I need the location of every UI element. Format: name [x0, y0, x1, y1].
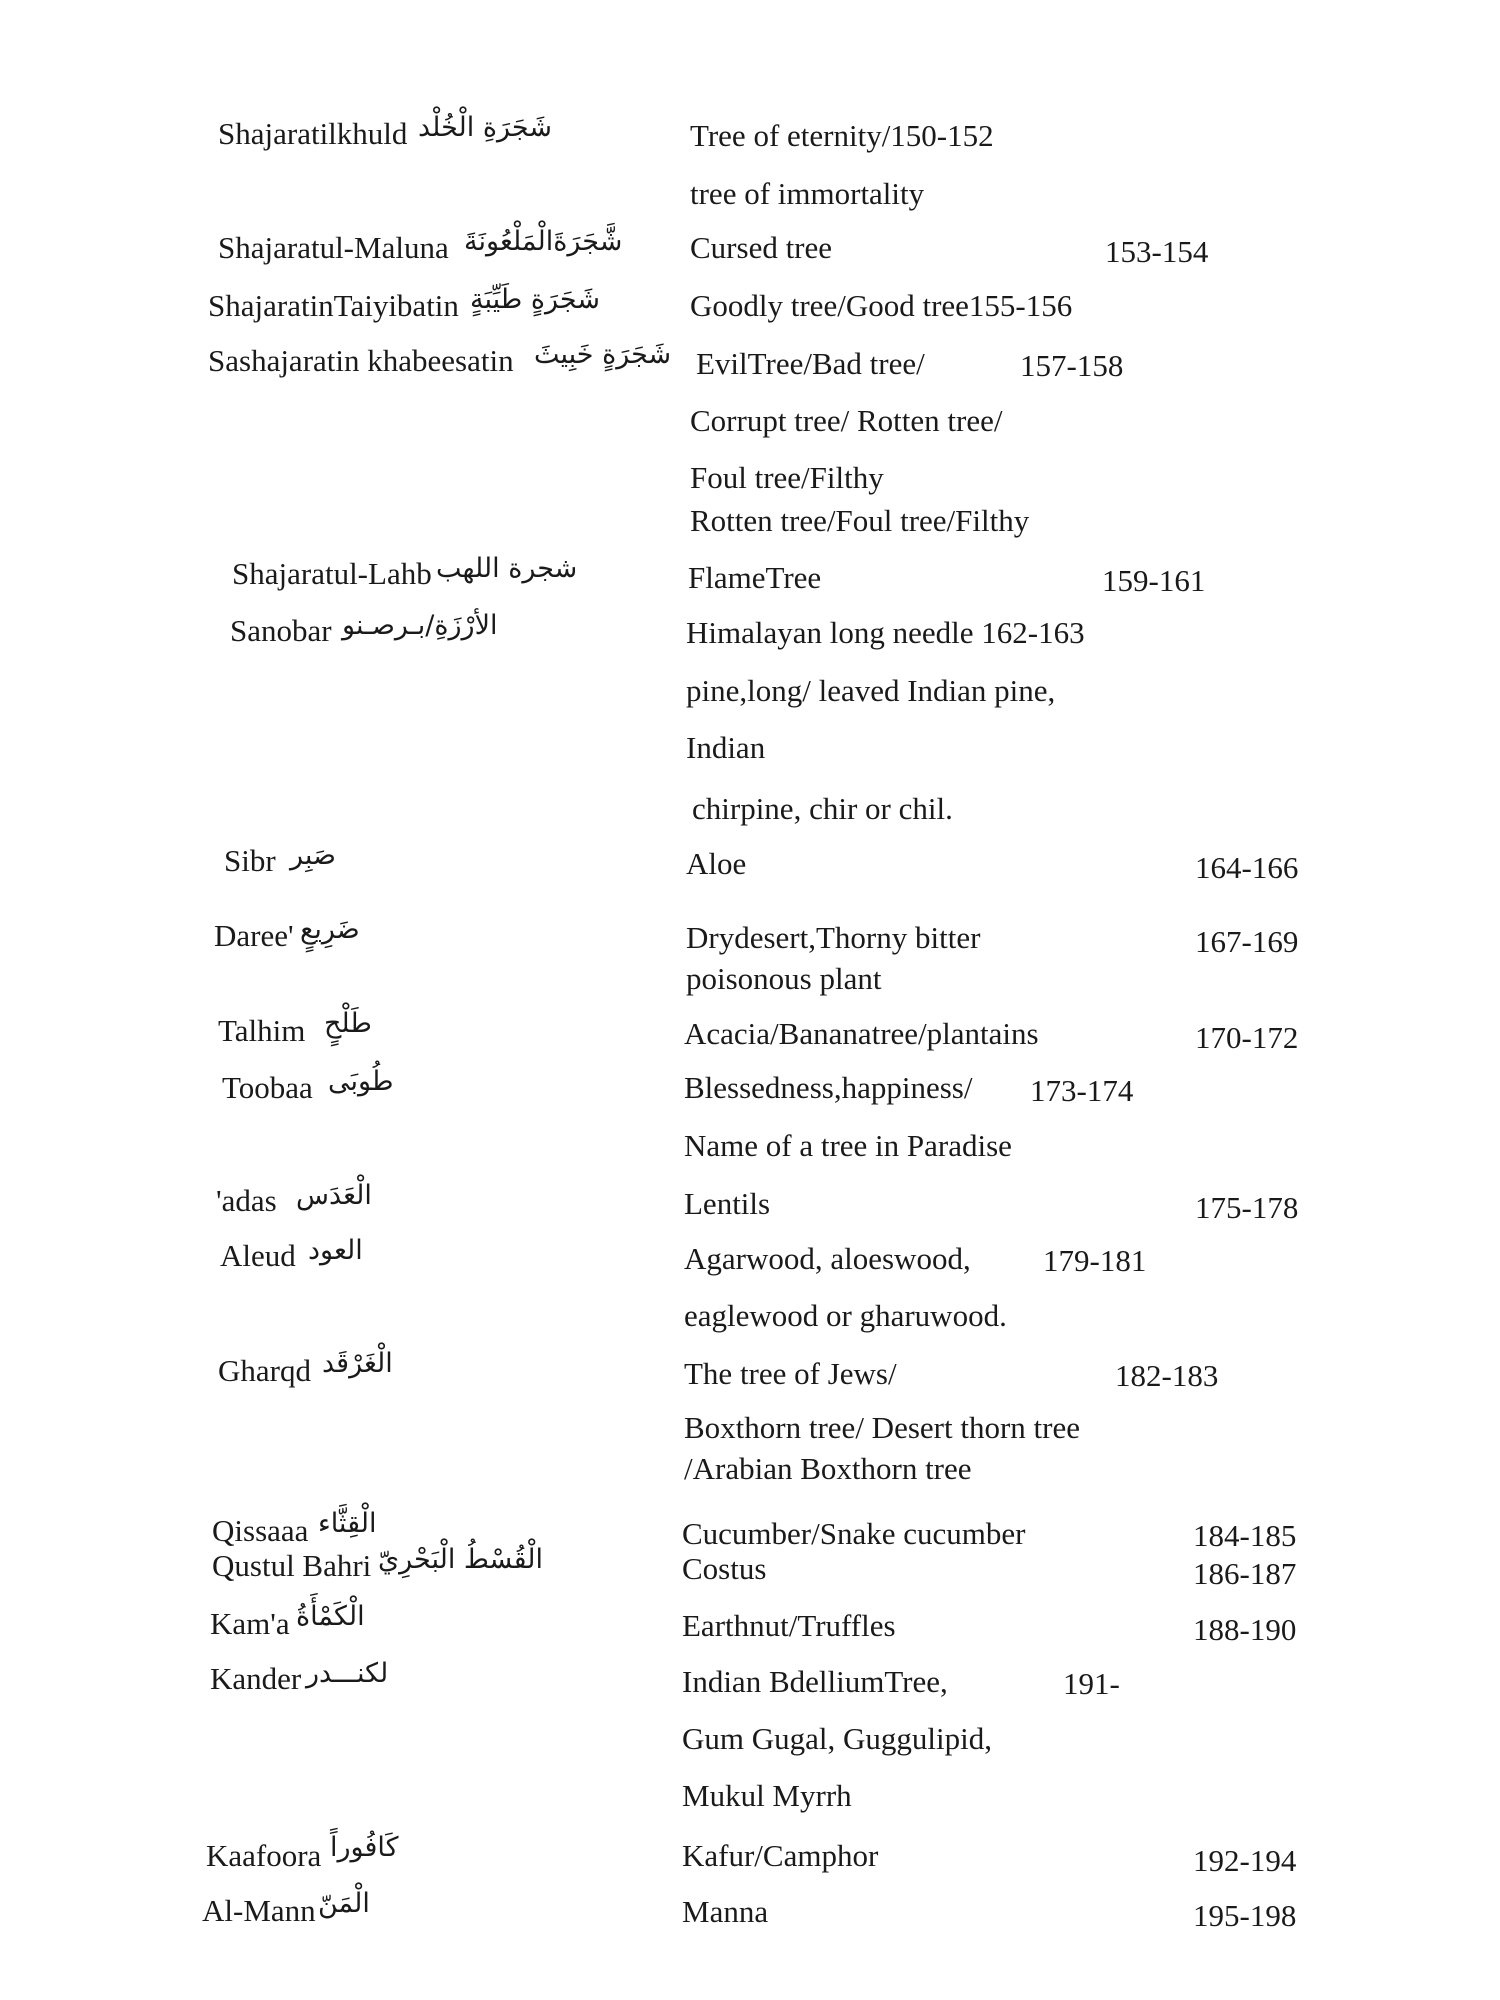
- entry-meaning: Aloe: [686, 846, 747, 881]
- entry-arabic: طَلْحٍ: [324, 1008, 372, 1039]
- entry-term: Shajaratilkhuld: [218, 116, 408, 151]
- entry-meaning: Name of a tree in Paradise: [684, 1128, 1012, 1163]
- entry-term: Shajaratul-Lahb: [232, 556, 432, 591]
- entry-term: Toobaa: [222, 1070, 313, 1105]
- entry-term: Kander: [210, 1661, 302, 1696]
- entry-meaning: Kafur/Camphor: [682, 1838, 879, 1873]
- entry-pages: 182-183: [1115, 1358, 1219, 1393]
- entry-meaning: pine,long/ leaved Indian pine,: [686, 673, 1056, 708]
- entry-meaning: Costus: [682, 1551, 767, 1586]
- entry-term: Sanobar: [230, 613, 332, 648]
- entry-pages: 153-154: [1105, 234, 1209, 269]
- entry-arabic: شَّجَرَةَالْمَلْعُونَةَ: [464, 226, 623, 257]
- entry-arabic: الْقُسْطُ الْبَحْرِيّ: [378, 1544, 544, 1575]
- entry-arabic: صَبِر: [290, 840, 336, 871]
- entry-meaning: Drydesert,Thorny bitter: [686, 920, 981, 955]
- entry-term: Qissaaa: [212, 1513, 309, 1548]
- entry-arabic: لكنـــدر: [306, 1658, 389, 1689]
- entry-arabic: طُوبَى: [328, 1066, 394, 1097]
- entry-pages: 175-178: [1195, 1190, 1299, 1225]
- entry-term: Shajaratul-Maluna: [218, 230, 449, 265]
- entry-term: Gharqd: [218, 1353, 311, 1388]
- entry-meaning: Gum Gugal, Guggulipid,: [682, 1721, 992, 1756]
- entry-term: Talhim: [218, 1013, 306, 1048]
- entry-meaning: Corrupt tree/ Rotten tree/: [690, 403, 1003, 438]
- entry-term: Aleud: [220, 1238, 296, 1273]
- entry-term: Al-Mann: [202, 1893, 316, 1928]
- entry-arabic: كَافُوراً: [330, 1832, 399, 1863]
- entry-arabic: الْغَرْقَد: [322, 1348, 393, 1379]
- entry-meaning: Boxthorn tree/ Desert thorn tree: [684, 1410, 1080, 1445]
- entry-term: Kaafoora: [206, 1838, 322, 1873]
- entry-arabic: الْقِثَّاء: [318, 1508, 377, 1539]
- entry-arabic: شَجَرَةٍ خَبِيثَ: [534, 339, 672, 370]
- entry-pages: 164-166: [1195, 850, 1299, 885]
- entry-term: Daree': [214, 918, 294, 953]
- entry-arabic: الْمَنّ: [318, 1888, 370, 1919]
- entry-meaning: Acacia/Bananatree/plantains: [684, 1016, 1039, 1051]
- entry-meaning: Himalayan long needle 162-163: [686, 615, 1085, 650]
- entry-arabic: العود: [308, 1235, 363, 1266]
- entry-pages: 159-161: [1102, 563, 1206, 598]
- entry-meaning: Manna: [682, 1894, 769, 1929]
- entry-meaning: tree of immortality: [690, 176, 925, 211]
- entry-meaning: Agarwood, aloeswood,: [684, 1241, 971, 1276]
- entry-pages: 188-190: [1193, 1612, 1297, 1647]
- entry-arabic: الأرْزَةِ/بـرصـنو: [342, 610, 498, 641]
- entry-meaning: poisonous plant: [686, 961, 882, 996]
- entry-arabic: شَجَرَةِ الْخُلْد: [418, 112, 552, 143]
- entry-meaning: eaglewood or gharuwood.: [684, 1298, 1007, 1333]
- entry-meaning: Mukul Myrrh: [682, 1778, 852, 1813]
- entry-term: Sibr: [224, 843, 276, 878]
- entry-arabic: شَجَرَةٍ طَيِّبَةٍ: [470, 284, 600, 315]
- entry-meaning: The tree of Jews/: [684, 1356, 897, 1391]
- entry-meaning: Cucumber/Snake cucumber: [682, 1516, 1026, 1551]
- entry-meaning: Tree of eternity/150-152: [690, 118, 994, 153]
- entry-pages: 170-172: [1195, 1020, 1299, 1055]
- entry-pages: 173-174: [1030, 1073, 1134, 1108]
- entry-pages: 195-198: [1193, 1898, 1297, 1933]
- entry-pages: 179-181: [1043, 1243, 1147, 1278]
- entry-arabic: الْكَمْأَةُ: [296, 1601, 365, 1632]
- entry-pages: 186-187: [1193, 1556, 1297, 1591]
- entry-meaning: Foul tree/Filthy: [690, 460, 884, 495]
- entry-pages: 192-194: [1193, 1843, 1297, 1878]
- entry-meaning: Indian: [686, 730, 766, 765]
- entry-arabic: شجرة اللهب: [436, 553, 578, 584]
- entry-arabic: الْعَدَس: [296, 1180, 372, 1211]
- entry-meaning: Earthnut/Truffles: [682, 1608, 896, 1643]
- entry-term: Qustul Bahri: [212, 1548, 372, 1583]
- entry-meaning: Rotten tree/Foul tree/Filthy: [690, 503, 1030, 538]
- entry-meaning: /Arabian Boxthorn tree: [684, 1451, 972, 1486]
- entry-meaning: Blessedness,happiness/: [684, 1070, 973, 1105]
- entry-meaning: EvilTree/Bad tree/: [696, 346, 925, 381]
- entry-pages: 184-185: [1193, 1518, 1297, 1553]
- entry-meaning: Lentils: [684, 1186, 771, 1221]
- entry-meaning: chirpine, chir or chil.: [692, 791, 953, 826]
- entry-pages: 157-158: [1020, 348, 1124, 383]
- entry-term: ShajaratinTaiyibatin: [208, 288, 459, 323]
- entry-meaning: Indian BdelliumTree,: [682, 1664, 948, 1699]
- entry-meaning: Goodly tree/Good tree155-156: [690, 288, 1073, 323]
- entry-meaning: FlameTree: [688, 560, 822, 595]
- entry-term: 'adas: [216, 1183, 277, 1218]
- entry-pages: 167-169: [1195, 924, 1299, 959]
- entry-arabic: ضَرِيعٍ: [300, 914, 360, 945]
- entry-term: Sashajaratin khabeesatin: [208, 343, 514, 378]
- entry-pages: 191-: [1063, 1666, 1120, 1701]
- entry-term: Kam'a: [210, 1606, 290, 1641]
- entry-meaning: Cursed tree: [690, 230, 833, 265]
